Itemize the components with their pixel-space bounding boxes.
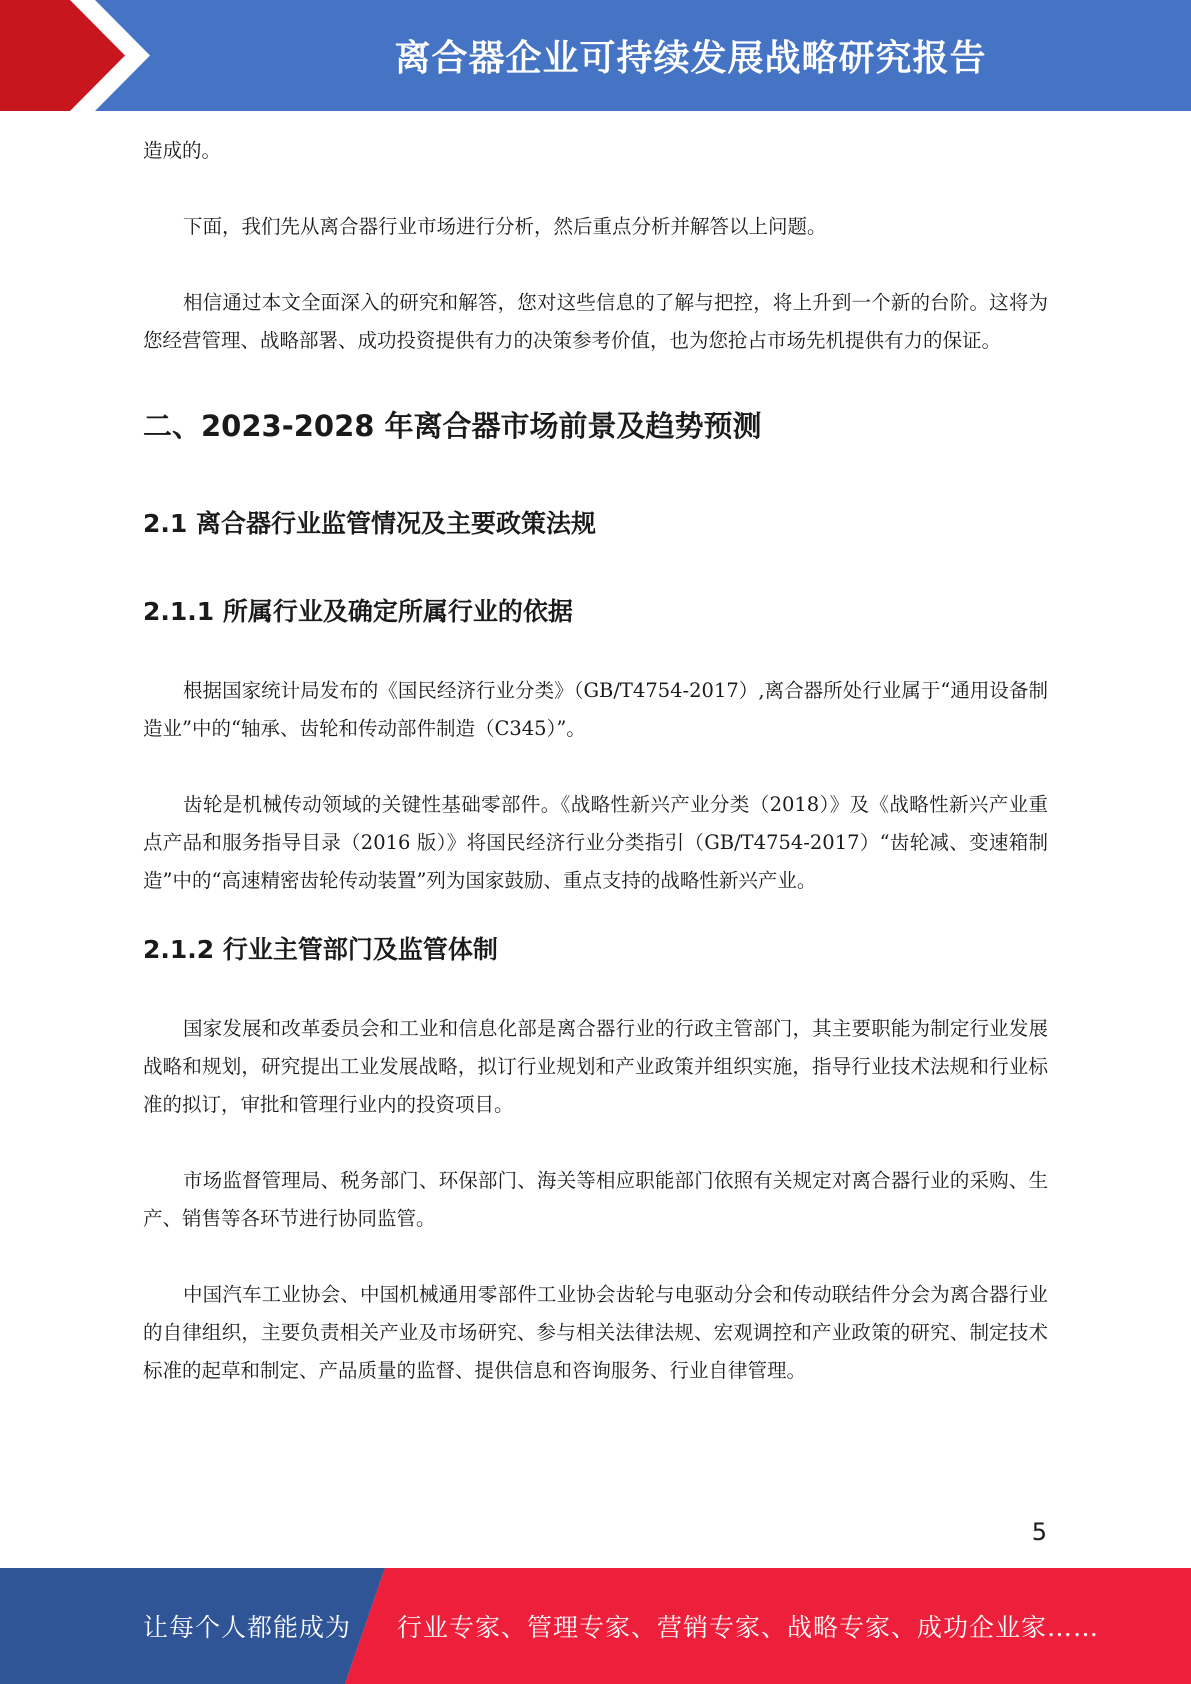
page-number: 5 (1031, 1518, 1047, 1546)
paragraph: 造成的。 (143, 139, 222, 162)
subsection-heading: 2.1 离合器行业监管情况及主要政策法规 (143, 509, 596, 538)
document-body (143, 132, 1048, 1390)
paragraph: 相信通过本文全面深入的研究和解答，您对这些信息的了解与把控，将上升到一个新的台阶。这将为您经营管理、战略部署、成功投资提供有力的决策参考价值，也为您抢占市场先机提供有力的保证。 (143, 291, 1048, 352)
paragraph: 根据国家统计局发布的《国民经济行业分类》（GB/T4754-2017）,离合器所处行业属于“通用设备制造业”中的“轴承、齿轮和传动部件制造（C345）”。 (143, 679, 1048, 740)
footer-banner (0, 1568, 1191, 1684)
paragraph: 国家发展和改革委员会和工业和信息化部是离合器行业的行政主管部门，其主要职能为制定行业发展战略和规划，研究提出工业发展战略，拟订行业规划和产业政策并组织实施，指导行业技术法规和行业标准的拟订，审批和管理行业内的投资项目。 (143, 1017, 1048, 1116)
section-heading: 二、2023-2028 年离合器市场前景及趋势预测 (143, 409, 762, 443)
report-title: 离合器企业可持续发展战略研究报告 (394, 38, 987, 79)
header-bar (0, 0, 1191, 111)
paragraph: 齿轮是机械传动领域的关键性基础零部件。《战略性新兴产业分类（2018）》及《战略性新兴产业重点产品和服务指导目录（2016 版）》将国民经济行业分类指引（GB/T4754-2017）“齿轮减、变速箱制造”中的“高速精密齿轮传动装置”列为国家鼓励、重点支持的战略性新兴产业。 (143, 793, 1048, 892)
subsubsection-heading: 2.1.1 所属行业及确定所属行业的依据 (143, 597, 573, 626)
paragraph: 下面，我们先从离合器行业市场进行分析，然后重点分析并解答以上问题。 (183, 215, 827, 238)
paragraph: 市场监督管理局、税务部门、环保部门、海关等相应职能部门依照有关规定对离合器行业的采购、生产、销售等各环节进行协同监管。 (143, 1169, 1048, 1230)
subsubsection-heading: 2.1.2 行业主管部门及监管体制 (143, 935, 498, 964)
footer-slogan-right: 行业专家、管理专家、营销专家、战略专家、成功企业家…… (397, 1613, 1100, 1642)
header-arrow-icon (0, 0, 160, 111)
paragraph: 中国汽车工业协会、中国机械通用零部件工业协会齿轮与电驱动分会和传动联结件分会为离合器行业的自律组织，主要负责相关产业及市场研究、参与相关法律法规、宏观调控和产业政策的研究、制定技术标准的起草和制定、产品质量的监督、提供信息和咨询服务、行业自律管理。 (143, 1283, 1048, 1382)
footer-slogan-left: 让每个人都能成为 (143, 1613, 352, 1642)
